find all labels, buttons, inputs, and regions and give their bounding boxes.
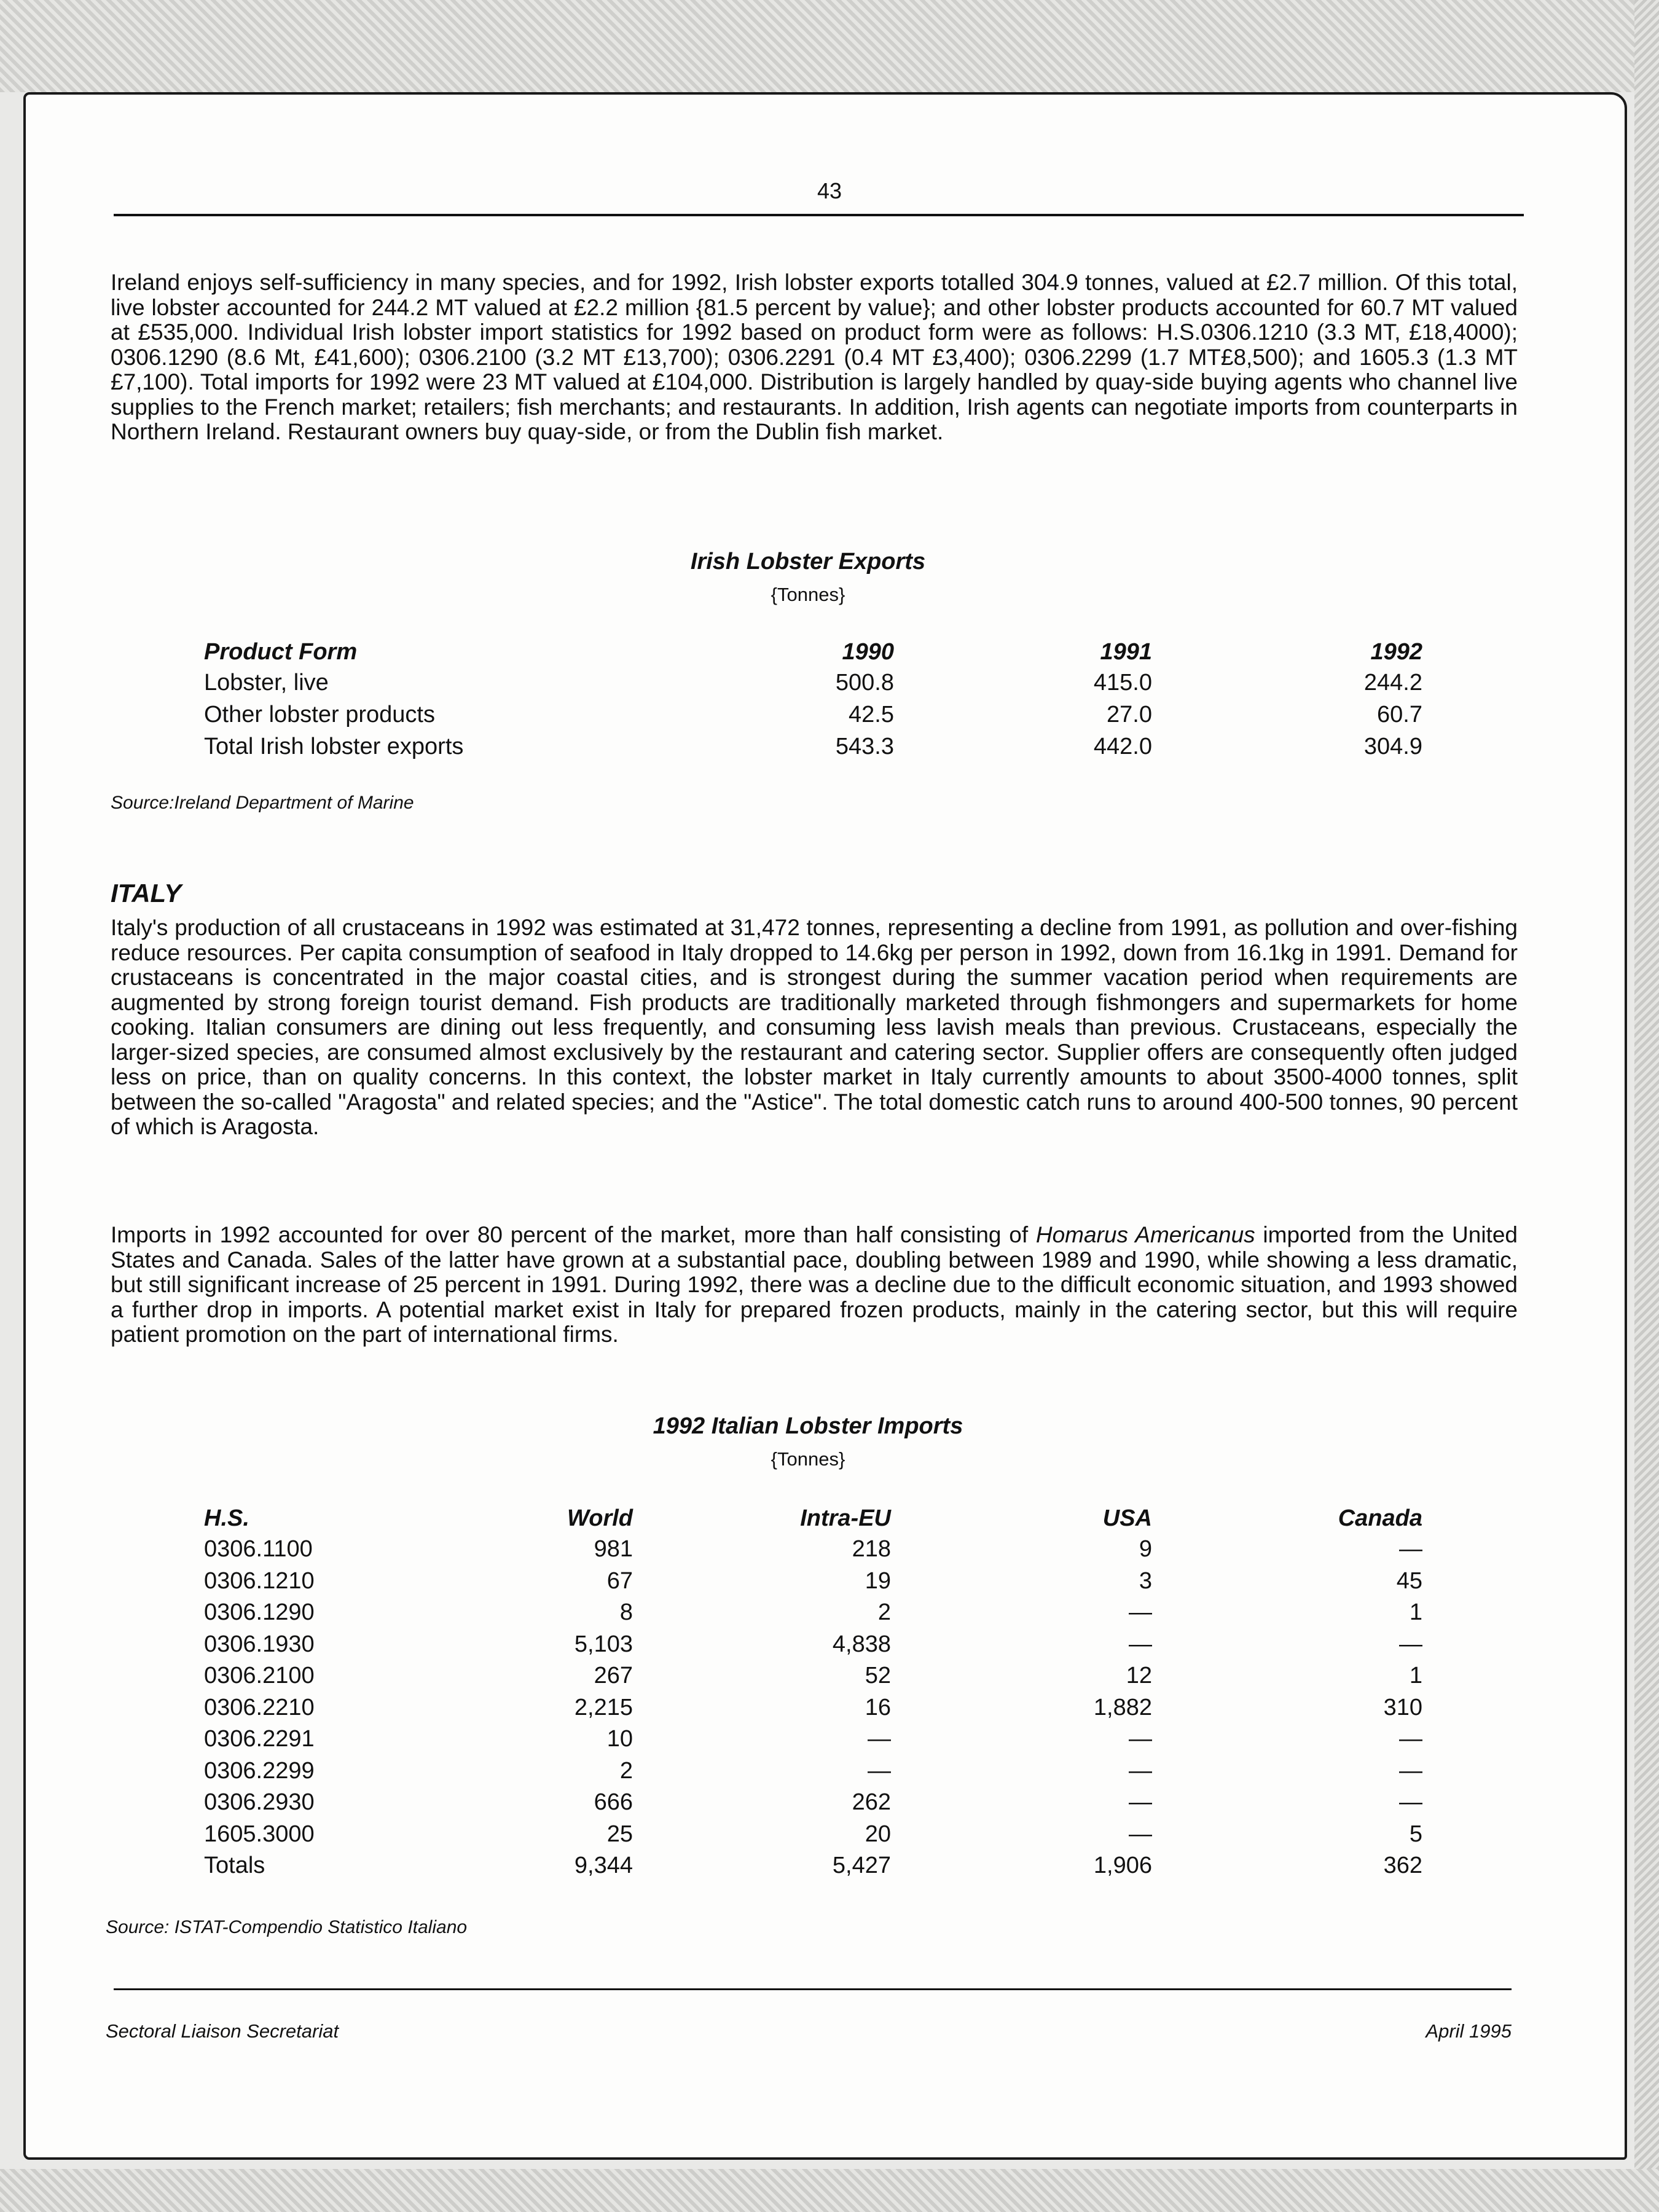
table-cell: 19 bbox=[865, 1567, 891, 1594]
header-1991: 1991 bbox=[1100, 639, 1152, 665]
table-row-label: 0306.2291 bbox=[204, 1726, 315, 1752]
table-cell: 666 bbox=[594, 1789, 633, 1815]
intro-paragraph: Ireland enjoys self-sufficiency in many species, and for 1992, Irish lobster exports totalled 304.9 tonnes, valued at £2.7 million. Of this total, live lobster accounted for 244.2 MT valued at £2.2 million {81.5 percent by value}; and other lobster products accounted for 60.7 MT valued at £535,000. Individual Irish lobster import statistics for 1992 based on product form were as follows: H.S.0306.1210 (3.3 MT, £18,4000); 0306.1290 (8.6 Mt, £41,600); 0306.2100 (3.2 MT £13,700); 0306.2291 (0.4 MT £3,400); 0306.2299 (1.7 MT£8,500); and 1605.3 (1.3 MT £7,100). Total imports for 1992 were 23 MT valued at £104,000. Distribution is largely handled by quay-side buying agents who channel live supplies to the French market; retailers; fish merchants; and restaurants. In addition, Irish agents can negotiate imports from counterparts in Northern Ireland. Restaurant owners buy quay-side, or from the Dublin fish market. bbox=[111, 270, 1518, 444]
table-row-label: Total Irish lobster exports bbox=[204, 734, 464, 759]
table-cell: 25 bbox=[606, 1821, 633, 1847]
table-cell: 543.3 bbox=[835, 734, 894, 759]
table-cell: 1,882 bbox=[1093, 1694, 1152, 1720]
table-cell: 981 bbox=[594, 1536, 633, 1562]
header-product-form: Product Form bbox=[204, 639, 358, 665]
irish-table-title: Irish Lobster Exports bbox=[690, 549, 926, 575]
table-cell: 27.0 bbox=[1107, 702, 1152, 728]
page-number: 43 bbox=[817, 178, 842, 203]
italian-table-source: Source: ISTAT-Compendio Statistico Italiano bbox=[106, 1917, 468, 1937]
italian-table-units: {Tonnes} bbox=[771, 1448, 845, 1470]
table-row-label: 0306.1930 bbox=[204, 1631, 315, 1657]
table-row-label: Lobster, live bbox=[204, 670, 329, 696]
table-cell: — bbox=[1399, 1631, 1422, 1657]
table-cell: 9,344 bbox=[574, 1853, 633, 1878]
table-row-label: 0306.1100 bbox=[204, 1536, 313, 1562]
table-row-label: 0306.2210 bbox=[204, 1694, 315, 1720]
table-cell: 5 bbox=[1409, 1821, 1422, 1847]
table-cell: 20 bbox=[865, 1821, 891, 1847]
table-row-label: 0306.2100 bbox=[204, 1663, 315, 1688]
table-cell: 267 bbox=[594, 1663, 633, 1688]
footer-rule bbox=[114, 1988, 1512, 1990]
table-cell: — bbox=[1129, 1631, 1152, 1657]
table-cell: 310 bbox=[1383, 1694, 1422, 1720]
table-cell: 45 bbox=[1396, 1567, 1422, 1594]
table-row-label: Other lobster products bbox=[204, 702, 435, 728]
table-cell: 2 bbox=[877, 1599, 891, 1625]
table-cell: 67 bbox=[606, 1567, 633, 1594]
italy-paragraph-1: Italy's production of all crustaceans in 1992 was estimated at 31,472 tonnes, representing a decline from 1991, as pollution and over-fishing reduce resources. Per capita consumption of seafood in Italy dropped to 14.6kg per person in 1992, down from 16.1kg in 1991. Demand for crustaceans is concentrated in the major coastal cities, and is strongest during the summer vacation period when requirements are augmented by strong foreign tourist demand. Fish products are traditionally marketed through fishmongers and supermarkets for home cooking. Italian consumers are dining out less frequently, and consuming less lavish meals than previous. Crustaceans, especially the larger-sized species, are consumed almost exclusively by the restaurant and catering sector. Supplier offers are consequently often judged less on price, than on quality concerns. In this context, the lobster market in Italy currently amounts to about 3500-4000 tonnes, split between the so-called "Aragosta" and related species; and the "Astice". The total domestic catch runs to around 400-500 tonnes, 90 percent of which is Aragosta. bbox=[111, 915, 1518, 1139]
table-cell: 9 bbox=[1139, 1536, 1152, 1562]
italian-table-title: 1992 Italian Lobster Imports bbox=[653, 1413, 963, 1439]
scan-right-edge bbox=[1634, 0, 1659, 2212]
table-cell: — bbox=[1129, 1726, 1152, 1752]
table-cell: 262 bbox=[852, 1789, 891, 1815]
table-cell: 304.9 bbox=[1363, 734, 1422, 759]
irish-table-source: Source:Ireland Department of Marine bbox=[111, 793, 414, 813]
table-cell: — bbox=[1129, 1757, 1152, 1784]
table-cell: 1,906 bbox=[1093, 1853, 1152, 1878]
header-world: World bbox=[567, 1505, 633, 1531]
scan-bottom-edge bbox=[0, 2169, 1659, 2212]
table-cell: 5,103 bbox=[574, 1631, 633, 1657]
irish-table-units: {Tonnes} bbox=[771, 584, 845, 605]
table-cell: 8 bbox=[619, 1599, 633, 1625]
table-cell: 362 bbox=[1383, 1853, 1422, 1878]
table-cell: 10 bbox=[606, 1726, 633, 1752]
table-cell: — bbox=[1399, 1757, 1422, 1784]
table-cell: — bbox=[868, 1757, 891, 1784]
table-cell: 218 bbox=[852, 1536, 891, 1562]
header-1990: 1990 bbox=[842, 639, 894, 665]
footer-right: April 1995 bbox=[1426, 2020, 1512, 2042]
table-row-label: Totals bbox=[204, 1853, 265, 1878]
table-cell: 5,427 bbox=[832, 1853, 891, 1878]
header-canada: Canada bbox=[1338, 1505, 1422, 1531]
table-cell: 16 bbox=[865, 1694, 891, 1720]
table-row-label: 0306.2930 bbox=[204, 1789, 315, 1815]
table-row-label: 0306.1210 bbox=[204, 1567, 315, 1594]
table-cell: 3 bbox=[1139, 1567, 1152, 1594]
table-cell: — bbox=[1129, 1599, 1152, 1625]
table-cell: 52 bbox=[865, 1663, 891, 1688]
table-cell: — bbox=[1399, 1726, 1422, 1752]
table-cell: 2 bbox=[619, 1757, 633, 1784]
table-cell: 42.5 bbox=[849, 702, 894, 728]
table-cell: — bbox=[1399, 1789, 1422, 1815]
table-row-label: 1605.3000 bbox=[204, 1821, 315, 1847]
table-row-label: 0306.1290 bbox=[204, 1599, 315, 1625]
italy-heading: ITALY bbox=[111, 879, 182, 908]
table-cell: — bbox=[1129, 1821, 1152, 1847]
table-cell: 12 bbox=[1126, 1663, 1152, 1688]
header-intra-eu: Intra-EU bbox=[800, 1505, 891, 1531]
header-hs: H.S. bbox=[204, 1505, 249, 1531]
scan-top-edge bbox=[0, 0, 1659, 92]
header-rule bbox=[114, 214, 1524, 216]
table-cell: 60.7 bbox=[1377, 702, 1422, 728]
table-cell: 4,838 bbox=[832, 1631, 891, 1657]
table-cell: — bbox=[1129, 1789, 1152, 1815]
table-cell: 244.2 bbox=[1363, 670, 1422, 696]
table-cell: 442.0 bbox=[1093, 734, 1152, 759]
species-name: Homarus Americanus bbox=[1035, 1222, 1255, 1247]
table-cell: 1 bbox=[1409, 1599, 1422, 1625]
italy-paragraph-2: Imports in 1992 accounted for over 80 percent of the market, more than half consisting of Homarus Americanus imported from the United States and Canada. Sales of the latter have grown at a substantial pace, doubling between 1989 and 1990, while showing a less dramatic, but still significant increase of 25 percent in 1991. During 1992, there was a decline due to the difficult economic situation, and 1993 showed a further drop in imports. A potential market exist in Italy for prepared frozen products, mainly in the catering sector, but this will require patient promotion on the part of international firms. bbox=[111, 1222, 1518, 1347]
table-row-label: 0306.2299 bbox=[204, 1757, 315, 1784]
table-cell: — bbox=[868, 1726, 891, 1752]
table-cell: — bbox=[1399, 1536, 1422, 1562]
header-usa: USA bbox=[1102, 1505, 1152, 1531]
table-cell: 415.0 bbox=[1093, 670, 1152, 696]
footer-left: Sectoral Liaison Secretariat bbox=[106, 2020, 339, 2042]
header-1992: 1992 bbox=[1370, 639, 1422, 665]
table-cell: 1 bbox=[1409, 1663, 1422, 1688]
table-cell: 2,215 bbox=[574, 1694, 633, 1720]
table-cell: 500.8 bbox=[835, 670, 894, 696]
